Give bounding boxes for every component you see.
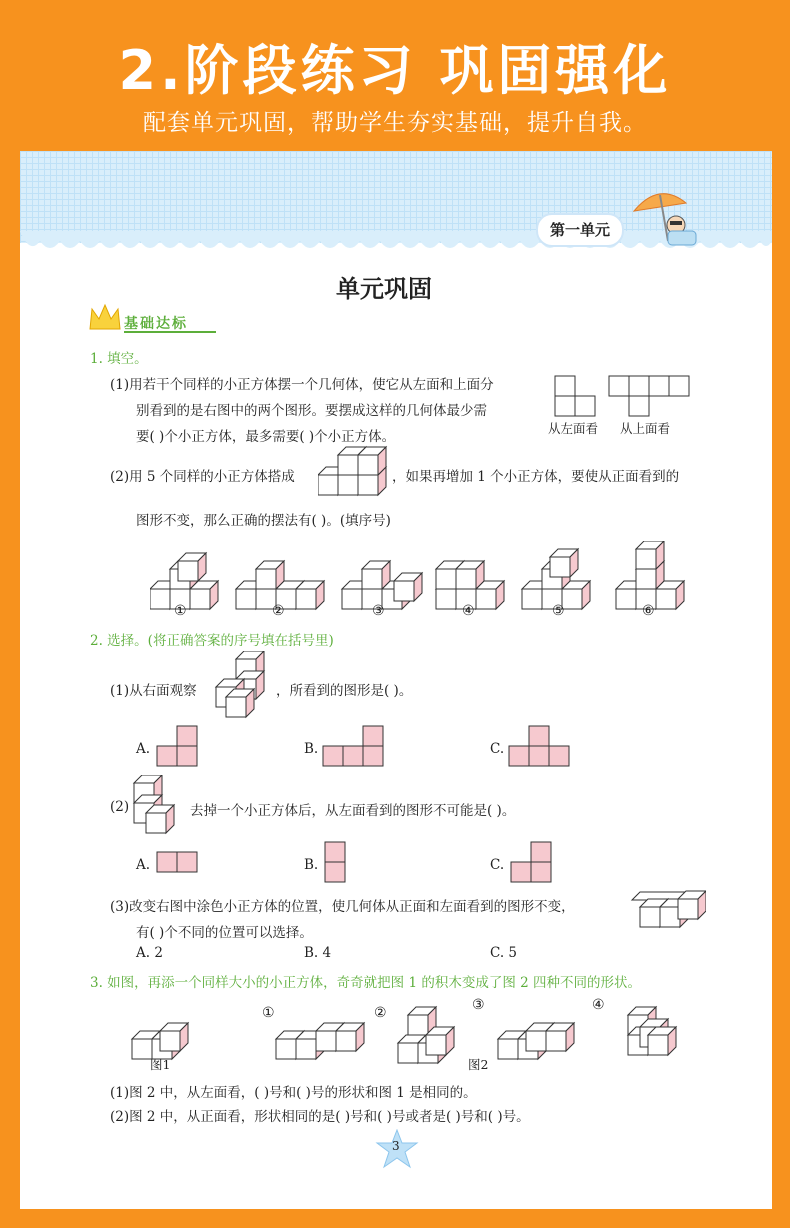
option-4-label: ④	[462, 603, 475, 619]
q2-2-label-c: C.	[490, 857, 505, 873]
header-subtitle: 配套单元巩固，帮助学生夯实基础，提升自我。	[143, 110, 647, 136]
q2-2-solid-figure	[132, 775, 188, 835]
q1-p1-line2: 别看到的是右图中的两个图形。要摆成这样的几何体最少需	[136, 403, 487, 419]
option-1-figure	[150, 553, 218, 609]
q2-1-label-a: A.	[136, 741, 151, 757]
fig2-option-3	[498, 1023, 574, 1059]
header-title: 2.阶段练习 巩固强化	[118, 39, 672, 102]
q2-1-option-b	[322, 725, 388, 769]
option-6-figure	[616, 541, 684, 609]
q2-2-option-a	[156, 851, 202, 875]
crown-icon	[88, 303, 122, 333]
option-3-label: ③	[372, 603, 385, 619]
q1-p2-line1a: (2)用 5 个同样的小正方体搭成	[110, 469, 295, 485]
q3-p2: (2)图 2 中，从正面看，形状相同的是( )号和( )号或者是( )号和( )号。	[110, 1109, 530, 1125]
beach-chair-illustration	[624, 181, 704, 251]
fig1-figure	[132, 1023, 188, 1059]
q2-2-option-b	[324, 841, 350, 885]
q2-p1a: (1)从右面观察	[110, 683, 197, 699]
option-5-figure	[522, 549, 590, 609]
q1-p1-line3: 要( )个小正方体，最多需要( )个小正方体。	[136, 429, 396, 445]
fig2-option-4	[628, 1007, 676, 1055]
q3-num-1: ①	[262, 1005, 275, 1021]
page-number: 3	[392, 1139, 400, 1153]
fig2-caption: 图2	[468, 1057, 489, 1072]
q2-p3-line1: (3)改变右图中涂色小正方体的位置，使几何体从正面和左面看到的图形不变，	[110, 899, 575, 915]
q2-2-label-b: B.	[304, 857, 319, 873]
q2-p1b: ，所看到的图形是( )。	[276, 683, 413, 699]
q2-heading: 2. 选择。(将正确答案的序号填在括号里)	[90, 633, 334, 649]
section-underline	[124, 329, 216, 335]
five-cube-figure	[318, 443, 390, 499]
q3-p1: (1)图 2 中，从左面看，( )号和( )号的形状和图 1 是相同的。	[110, 1085, 477, 1101]
q2-3-answer-b: B. 4	[304, 945, 332, 961]
option-4-figure	[436, 561, 504, 609]
fig2-option-2	[398, 1007, 454, 1063]
worksheet-page	[20, 151, 772, 1209]
q2-2-label-a: A.	[136, 857, 151, 873]
q2-1-label-c: C.	[490, 741, 505, 757]
option-5-label: ⑤	[552, 603, 565, 619]
q2-1-label-b: B.	[304, 741, 319, 757]
q1-heading: 1. 填空。	[90, 351, 148, 367]
q3-num-2: ②	[374, 1005, 387, 1021]
q2-2-option-c	[510, 841, 556, 885]
view-top-caption: 从上面看	[620, 421, 671, 436]
option-figures	[150, 541, 690, 613]
q1-p2-line2: 图形不变，那么正确的摆法有( )。(填序号)	[136, 513, 391, 529]
q3-figures	[130, 999, 690, 1079]
q2-1-option-a	[156, 725, 202, 769]
view-left-caption: 从左面看	[548, 421, 599, 436]
option-2-figure	[236, 561, 324, 609]
fig2-option-1	[276, 1023, 364, 1059]
q3-num-3: ③	[472, 997, 485, 1013]
option-1-label: ①	[174, 603, 187, 619]
top-view-figure	[608, 375, 694, 419]
q2-3-answer-a: A. 2	[136, 945, 163, 961]
q1-p2-line1b: ，如果再增加 1 个小正方体，要使从正面看到的	[392, 469, 680, 485]
left-view-figure	[554, 375, 600, 419]
fig1-caption: 图1	[150, 1057, 171, 1072]
q3-num-4: ④	[592, 997, 605, 1013]
option-6-label: ⑥	[642, 603, 655, 619]
page-title: 单元巩固	[336, 275, 432, 303]
q2-1-option-c	[508, 725, 574, 769]
q2-3-answer-c: C. 5	[490, 945, 518, 961]
q2-p2b: 去掉一个小正方体后，从左面看到的图形不可能是( )。	[190, 803, 516, 819]
q1-p1-line1: (1)用若干个同样的小正方体摆一个几何体，使它从左面和上面分	[110, 377, 494, 393]
q2-p2a: (2)	[110, 799, 130, 815]
section-label: 基础达标	[124, 316, 188, 332]
q2-3-solid-figure	[630, 889, 706, 929]
q3-heading: 3. 如图，再添一个同样大小的小正方体，奇奇就把图 1 的积木变成了图 2 四种不同的形状。	[90, 975, 642, 991]
q2-1-solid-figure	[214, 651, 274, 719]
q2-p3-line2: 有( )个不同的位置可以选择。	[136, 925, 313, 941]
unit-badge: 第一单元	[536, 213, 624, 247]
option-3-figure	[342, 561, 422, 609]
option-2-label: ②	[272, 603, 285, 619]
